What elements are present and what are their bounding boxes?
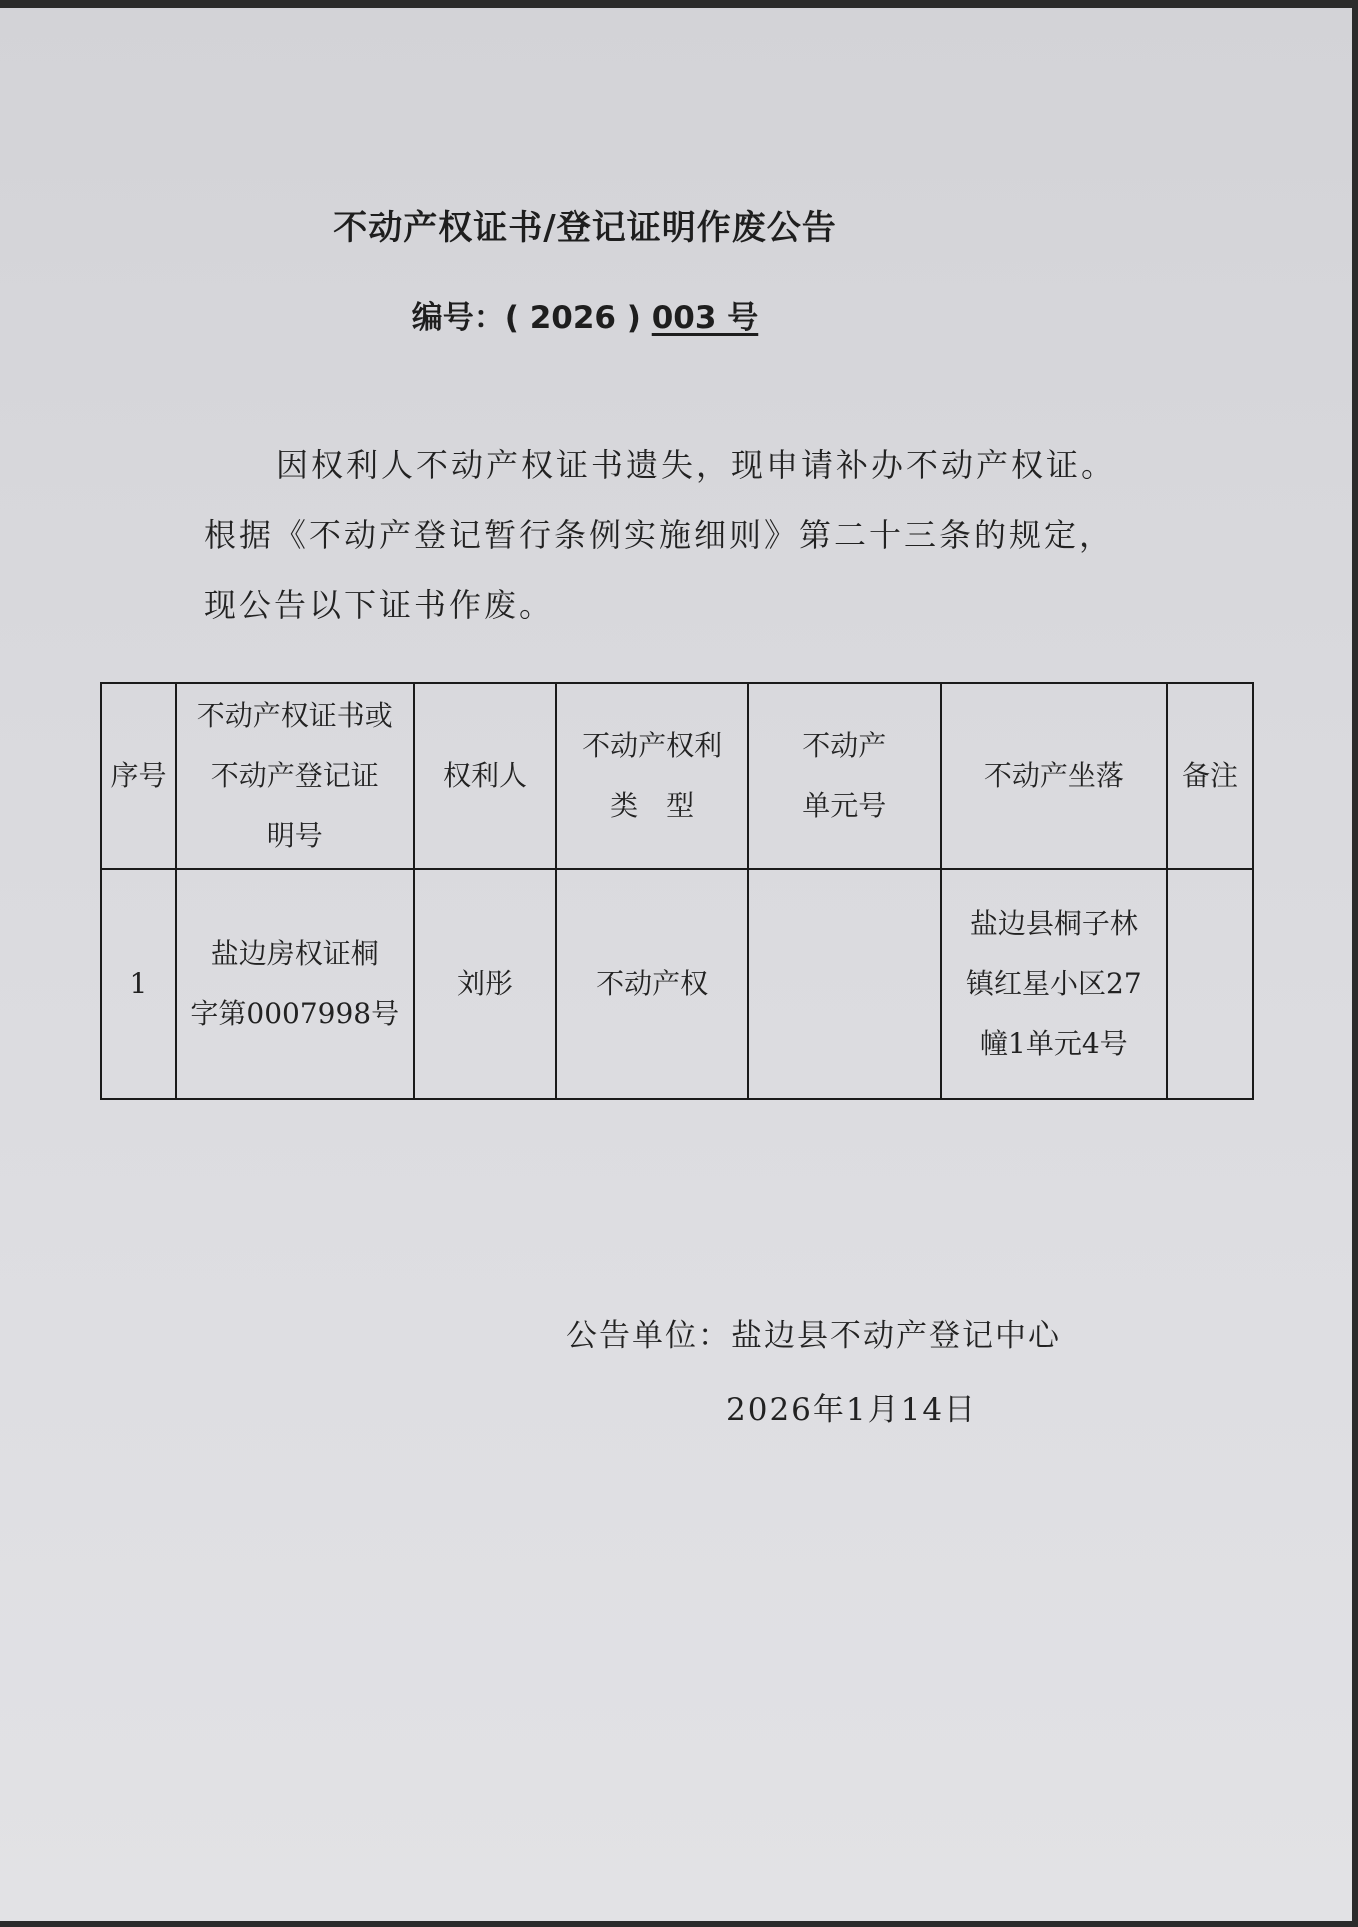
header-remark-line: 备注 — [1182, 759, 1239, 792]
cell-location-line: 镇红星小区27 — [966, 967, 1142, 1000]
cell-holder: 刘彤 — [414, 869, 557, 1099]
body-line-2: 根据《不动产登记暂行条例实施细则》第二十三条的规定， — [204, 516, 1115, 554]
header-index — [101, 683, 176, 869]
header-right-type — [556, 683, 748, 869]
header-unit-no-line: 不动产 — [802, 729, 887, 762]
header-index-line: 序号 — [110, 759, 167, 792]
header-certificate-no — [176, 683, 414, 869]
body-line-3: 现公告以下证书作废。 — [204, 586, 555, 624]
document-number — [0, 292, 1170, 337]
body-line-1: 因权利人不动产权证书遗失，现申请补办不动产权证。 — [276, 446, 1117, 484]
header-holder-line: 权利人 — [442, 759, 527, 792]
header-unit-no — [748, 683, 941, 869]
cell-remark — [1167, 869, 1253, 1099]
notice-date: 2026年1月14日 — [726, 1392, 978, 1428]
cell-certificate-no — [176, 869, 414, 1099]
cell-index: 1 — [101, 869, 176, 1099]
header-right-type-line: 不动产权利 — [582, 729, 723, 762]
header-right-type-line: 类 型 — [610, 789, 695, 822]
cell-right-type: 不动产权 — [556, 869, 748, 1099]
document-number-value: 003 号 — [651, 300, 759, 336]
cell-location-line: 盐边县桐子林 — [969, 907, 1138, 940]
cell-location-line: 幢1单元4号 — [980, 1027, 1128, 1060]
header-location-line: 不动产坐落 — [983, 759, 1124, 792]
table-header-row — [101, 683, 1253, 869]
cell-certificate-line: 字第0007998号 — [190, 997, 400, 1030]
notice-title: 不动产权证书/登记证明作废公告 — [333, 208, 837, 248]
header-location — [941, 683, 1168, 869]
cell-unit-no — [748, 869, 941, 1099]
void-certificates-table — [100, 682, 1254, 1100]
header-holder — [414, 683, 557, 869]
header-certificate-line: 不动产登记证 — [210, 759, 379, 792]
header-remark — [1167, 683, 1253, 869]
cell-location — [941, 869, 1168, 1099]
header-certificate-line: 不动产权证书或 — [196, 699, 393, 732]
document-page — [0, 8, 1352, 1921]
header-certificate-line: 明号 — [266, 819, 323, 852]
document-number-prefix: 编号：( 2026 ) — [411, 300, 652, 336]
header-unit-no-line: 单元号 — [802, 789, 887, 822]
table-row — [101, 869, 1253, 1099]
issuer-signoff: 公告单位：盐边县不动产登记中心 — [566, 1318, 1061, 1354]
cell-certificate-line: 盐边房权证桐 — [210, 937, 379, 970]
